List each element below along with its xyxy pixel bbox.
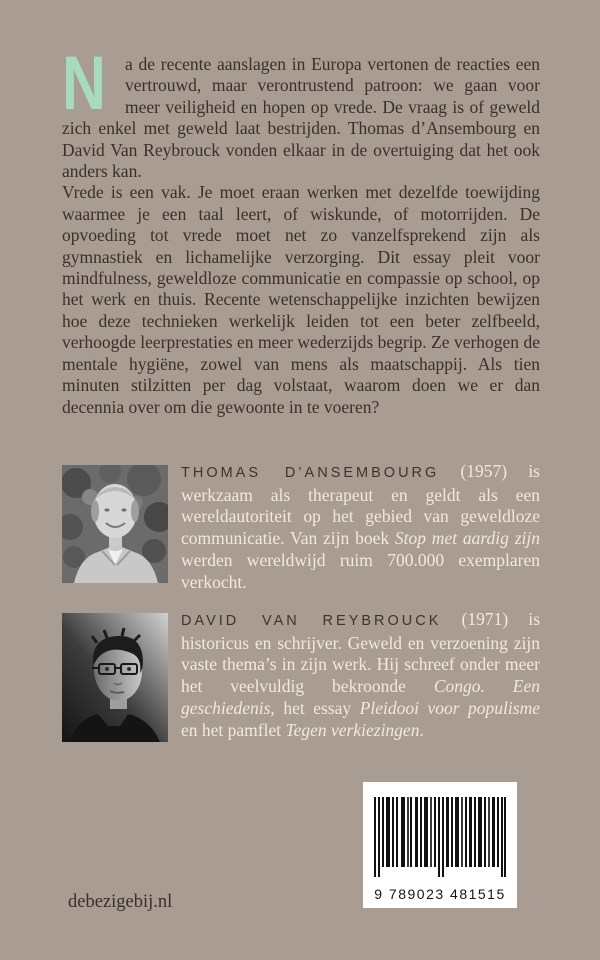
bio-david-title-2: Pleidooi voor populisme xyxy=(359,697,540,718)
dropcap-n xyxy=(62,41,125,126)
barcode-box xyxy=(363,782,517,908)
barcode-icon xyxy=(374,797,506,881)
author-bio-david xyxy=(62,609,540,742)
author-name-david: DAVID VAN REYBROUCK xyxy=(181,613,442,629)
bio-david-run-4: . xyxy=(419,719,424,740)
blurb-paragraph-1 xyxy=(62,41,540,182)
bio-david-run-1: (1971) is historicus en schrijver. Geweld en verzoening zijn vaste thema’s in zijn werk. Hij schreef onder meer het veelvuldig bekroonde xyxy=(181,609,540,697)
author-bio-thomas-text xyxy=(181,461,540,593)
author-bio-thomas xyxy=(62,461,540,593)
author-photo-thomas xyxy=(62,465,168,583)
bio-thomas-title-1: Stop met aardig zijn xyxy=(394,528,540,549)
dropcap-letter: N xyxy=(62,41,106,126)
blurb xyxy=(62,41,540,418)
author-bio-david-text xyxy=(181,609,540,741)
bio-david-run-3: en het pamflet xyxy=(181,719,286,740)
author-photo-david xyxy=(62,613,168,742)
publisher-website: debezigebij.nl xyxy=(68,892,173,912)
blurb-paragraph-2: Vrede is een vak. Je moet eraan werken met dezelfde toewijding waarmee je een taal leert, of wiskunde, of motorrijden. De opvoeding tot vrede moet net zo vanzelfsprekend zijn als gymnastiek en lichamelijke verzorging. Dit essay pleit voor mindfulness, geweldloze communicatie en compassie op school, op het werk en thuis. Recente wetenschappelijke inzichten bewijzen hoe deze technieken werkelijk leiden tot een beter zelfbeeld, verhoogde leerprestaties en meer wederzijds begrip. Ze verhogen de mentale hygiëne, zowel van mens als maatschappij. Als tien minuten stilzitten per dag volstaat, waarom doen we er dan decennia over om die gewoonte in te voeren? xyxy=(62,182,540,417)
bio-david-title-3: Tegen verkiezingen xyxy=(285,719,420,740)
blurb-paragraph-1-text: a de recente aanslagen in Europa vertonen de reacties een vertrouwd, maar verontrustend patroon: we gaan voor meer veiligheid en hopen op vrede. De vraag is of geweld zich enkel met geweld laat bestrijden. Thomas d’Ansembourg en David Van Reybrouck vonden elkaar in de overtuiging dat het ook anders kan. xyxy=(62,54,540,182)
author-name-thomas: THOMAS D’ANSEMBOURG xyxy=(181,465,440,481)
isbn-number: 9 789023 481515 xyxy=(374,886,506,902)
bio-thomas-run-2: werden wereldwijd ruim 700.000 exemplaren verkocht. xyxy=(181,549,540,592)
bio-thomas-run-1: (1957) is werkzaam als therapeut en geldt als een wereldautoriteit op het gebied van geweldloze communicatie. Van zijn boek xyxy=(181,461,540,549)
bio-david-run-2: , het essay xyxy=(270,697,360,718)
bio-david-title-1: Congo. Een geschiedenis xyxy=(181,676,540,718)
